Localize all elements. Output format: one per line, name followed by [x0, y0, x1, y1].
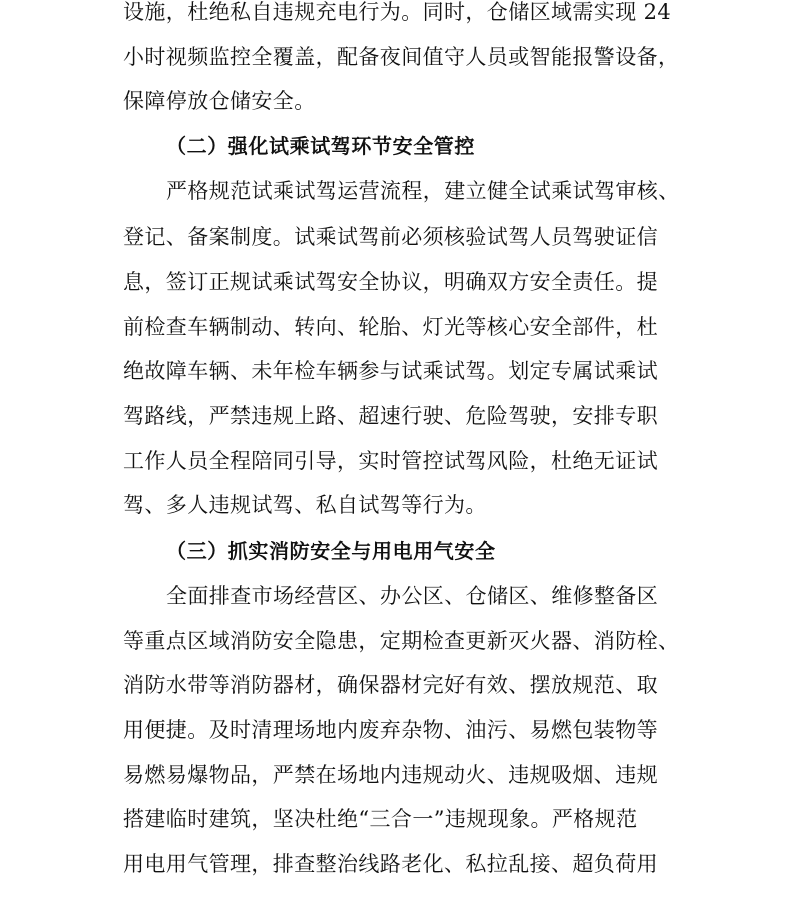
- paragraph-line: 全面排查市场经营区、办公区、仓储区、维修整备区: [166, 584, 659, 608]
- paragraph-line: 前检查车辆制动、转向、轮胎、灯光等核心安全部件，杜: [123, 315, 658, 339]
- paragraph-line: 绝故障车辆、未年检车辆参与试乘试驾。划定专属试乘试: [123, 359, 658, 383]
- paragraph-line: 息，签订正规试乘试驾安全协议，明确双方安全责任。提: [123, 270, 658, 294]
- paragraph-line: 用便捷。及时清理场地内废弃杂物、油污、易燃包装物等: [123, 718, 658, 742]
- paragraph-line: 消防水带等消防器材，确保器材完好有效、摆放规范、取: [123, 673, 658, 697]
- paragraph-line: 小时视频监控全覆盖，配备夜间值守人员或智能报警设备，: [123, 45, 680, 69]
- paragraph-line: 等重点区域消防安全隐患，定期检查更新灭火器、消防栓、: [123, 629, 680, 653]
- paragraph-line: 搭建临时建筑，坚决杜绝“三合一”违规现象。严格规范: [123, 807, 638, 831]
- paragraph-line: 登记、备案制度。试乘试驾前必须核验试驾人员驾驶证信: [123, 225, 658, 249]
- section-heading: （三）抓实消防安全与用电用气安全: [166, 539, 496, 563]
- paragraph-line: 驾、多人违规试驾、私自试驾等行为。: [123, 493, 487, 517]
- paragraph-line: 驾路线，严禁违规上路、超速行驶、危险驾驶，安排专职: [123, 404, 658, 428]
- paragraph-line: 严格规范试乘试驾运营流程，建立健全试乘试驾审核、: [166, 179, 680, 203]
- paragraph-line: 易燃易爆物品，严禁在场地内违规动火、违规吸烟、违规: [123, 763, 658, 787]
- paragraph-line: 保障停放仓储安全。: [123, 89, 316, 113]
- paragraph-line: 工作人员全程陪同引导，实时管控试驾风险，杜绝无证试: [123, 449, 658, 473]
- section-heading: （二）强化试乘试驾环节安全管控: [166, 134, 475, 158]
- paragraph-line: 设施，杜绝私自违规充电行为。同时，仓储区域需实现 24: [123, 0, 672, 24]
- paragraph-line: 用电用气管理，排查整治线路老化、私拉乱接、超负荷用: [123, 852, 658, 876]
